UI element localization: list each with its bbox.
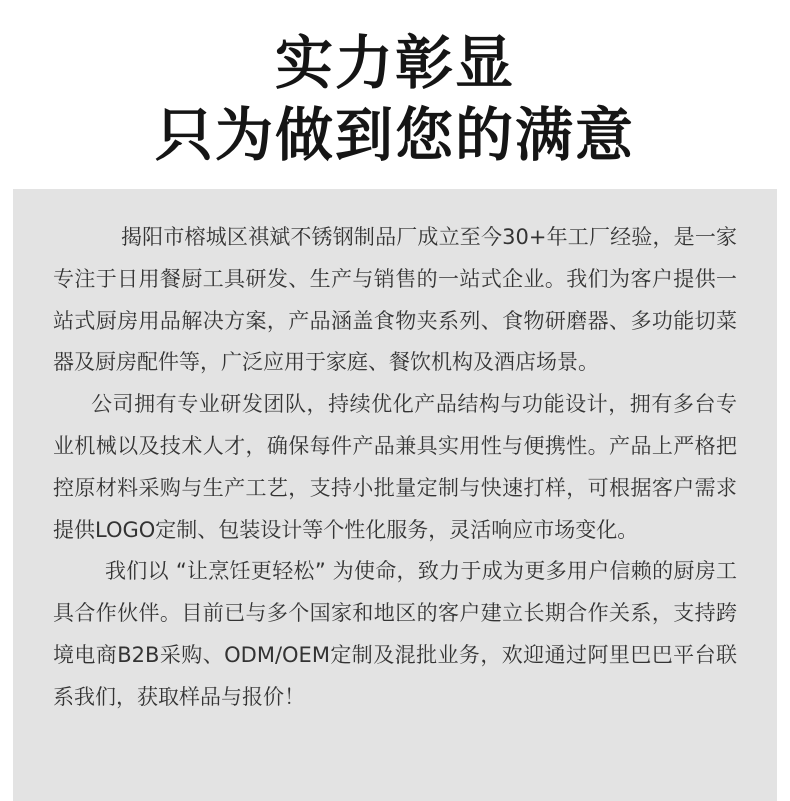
page-title-line-1: 实力彰显 bbox=[274, 29, 515, 97]
header bbox=[0, 0, 790, 188]
company-intro-panel bbox=[13, 189, 777, 801]
page-title-line-2: 只为做到您的满意 bbox=[154, 101, 635, 169]
intro-paragraph-mission: 我们以 “让烹饪更轻松” 为使命，致力于成为更多用户信赖的厨房工具合作伙伴。目前已与多个国家和地区的客户建立长期合作关系，支持跨境电商B2B采购、ODM/OEM定制及混批业务，欢迎通过阿里巴巴平台联系我们，获取样品与报价！ bbox=[53, 559, 737, 709]
intro-paragraph-capabilities: 公司拥有专业研发团队，持续优化产品结构与功能设计，拥有多台专业机械以及技术人才，确保每件产品兼具实用性与便携性。产品上严格把控原材料采购与生产工艺，支持小批量定制与快速打样，可根据客户需求提供LOGO定制、包装设计等个性化服务，灵活响应市场变化。 bbox=[53, 392, 737, 542]
intro-paragraph-company-overview: 揭阳市榕城区祺斌不锈钢制品厂成立至今30+年工厂经验，是一家专注于日用餐厨工具研发、生产与销售的一站式企业。我们为客户提供一站式厨房用品解决方案，产品涵盖食物夹系列、食物研磨器、多功能切菜器及厨房配件等，广泛应用于家庭、餐饮机构及酒店场景。 bbox=[53, 225, 737, 375]
